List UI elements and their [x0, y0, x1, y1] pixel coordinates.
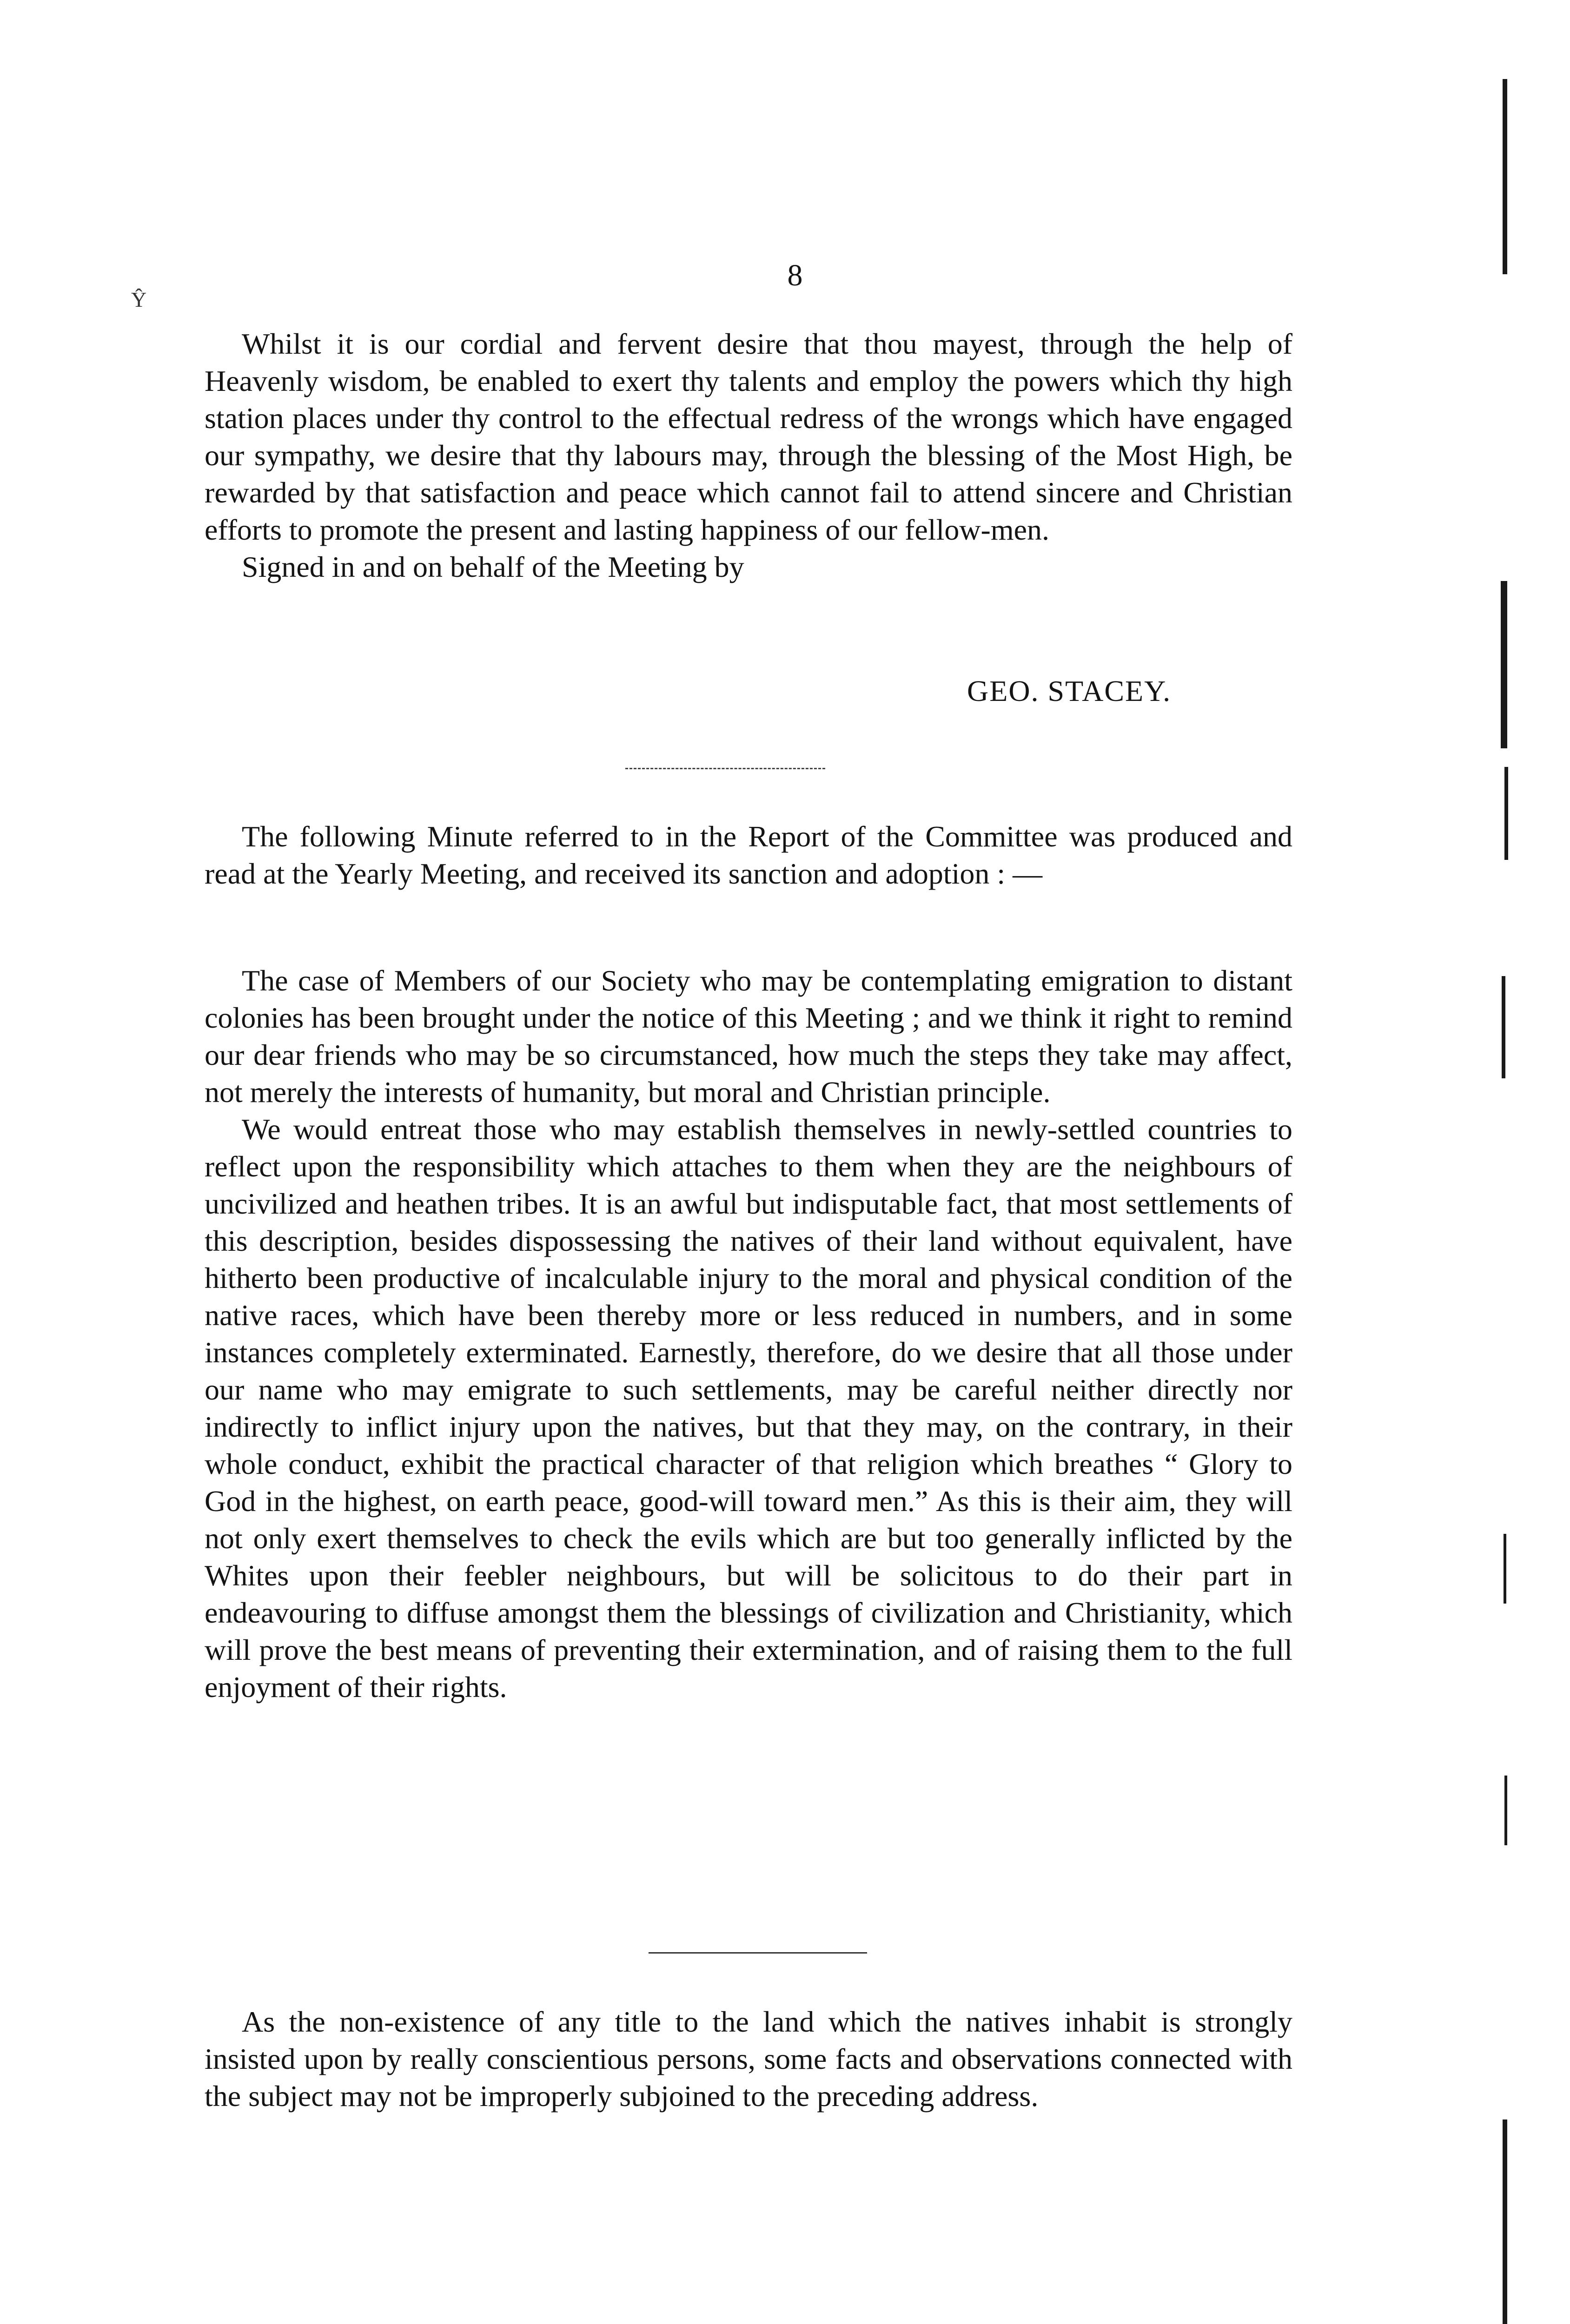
closing-section [205, 325, 1292, 586]
signed-line: Signed in and on behalf of the Meeting by [242, 550, 744, 583]
scan-edge-mark [1502, 976, 1505, 1078]
minute-section [205, 962, 1292, 1706]
scan-edge-mark [1504, 767, 1508, 860]
final-section [205, 2003, 1292, 2115]
scan-edge-mark [1504, 1776, 1507, 1845]
section-divider [649, 1952, 867, 1954]
minute-paragraph-2: We would entreat those who may establish themselves in newly-settled countries to reflect upon the responsibility which attaches to them when they are the neighbours of uncivilized and heathen tribes. It is an awful but indisputable fact, that most settlements of this description, besides dispossessing the natives of their land without equivalent, have hitherto been productive of incalculable injury to the moral and physical condition of the native races, which have been thereby more or less reduced in numbers, and in some instances completely exterminated. Earnestly, therefore, do we desire that all those under our name who may emigrate to such settlements, may be careful neither directly nor indirectly to inflict injury upon the natives, but that they may, on the contrary, in their whole conduct, exhibit the practical character of that religion which breathes “ Glory to God in the highest, on earth peace, good-will toward men.” As this is their aim, they will not only exert themselves to check the evils which are but too generally inflicted by the Whites upon their feebler neighbours, but will be solicitous to do their part in endeavouring to diffuse amongst them the blessings of civilization and Christianity, which will prove the best means of preventing their extermination, and of raising them to the full enjoyment of their rights. [205, 1113, 1292, 1703]
scan-edge-mark [1504, 1534, 1506, 1604]
scan-edge-mark [1503, 79, 1507, 274]
signature: GEO. STACEY. [967, 674, 1172, 707]
stray-mark: Ŷ [131, 288, 147, 311]
section-divider [625, 768, 825, 769]
minute-intro-section [205, 818, 1292, 892]
minute-paragraph-1: The case of Members of our Society who may be contemplating emigration to distant colonies has been brought under the notice of this Meeting ; and we think it right to remind our dear friends who may be so circumstanced, how much the steps they take may affect, not merely the interests of humanity, but moral and Christian principle. [205, 964, 1292, 1109]
final-paragraph: As the non-existence of any title to the land which the natives inhabit is strongly insisted upon by really conscientious persons, some facts and observations connected with the subject may not be improperly subjoined to the preceding address. [205, 2005, 1292, 2113]
scan-edge-mark [1501, 581, 1507, 748]
minute-intro-paragraph: The following Minute referred to in the Report of the Committee was produced and read at the Yearly Meeting, and received its sanction and adoption : — [205, 820, 1292, 890]
closing-paragraph: Whilst it is our cordial and fervent desire that thou mayest, through the help of Heavenly wisdom, be enabled to exert thy talents and employ the powers which thy high station places under thy control to the effectual redress of the wrongs which have engaged our sympathy, we desire that thy labours may, through the blessing of the Most High, be rewarded by that satisfaction and peace which cannot fail to attend sincere and Christian efforts to promote the present and lasting happiness of our fellow-men. [205, 327, 1292, 546]
page-number: 8 [787, 258, 803, 292]
scan-edge-mark [1503, 2119, 1507, 2324]
